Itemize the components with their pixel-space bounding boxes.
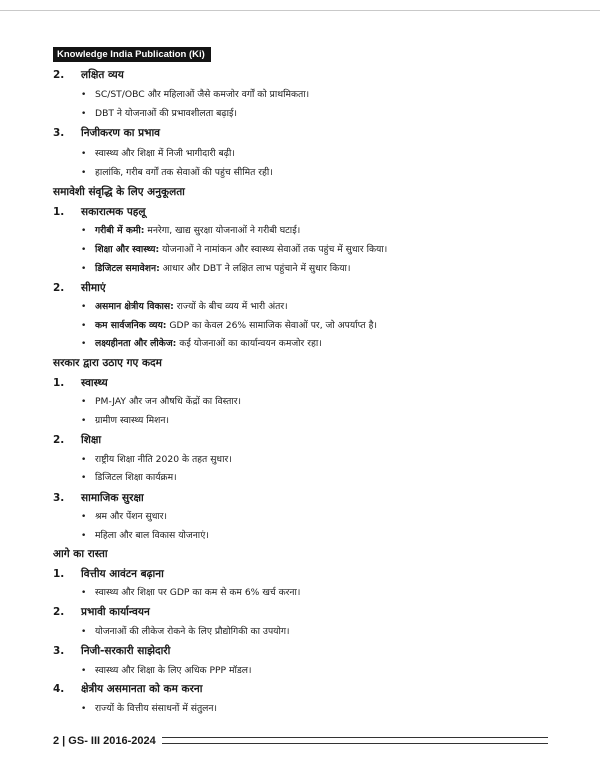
bullet-item: • शिक्षा और स्वास्थ्य: योजनाओं ने नामांकन और स्वास्थ्य सेवाओं तक पहुंच में सुधार किया। — [81, 244, 388, 255]
top-rule — [0, 10, 600, 11]
numbered-heading: 3. निजी-सरकारी साझेदारी — [53, 645, 171, 657]
bullet-item: • स्वास्थ्य और शिक्षा में निजी भागीदारी बढ़ी। — [81, 148, 235, 159]
section-heading: आगे का रास्ता — [53, 548, 108, 560]
numbered-heading: 2. शिक्षा — [53, 434, 102, 446]
bullet-item: • महिला और बाल विकास योजनाएं। — [81, 530, 209, 541]
numbered-heading: 4. क्षेत्रीय असमानता को कम करना — [53, 683, 203, 695]
numbered-heading: 2. लक्षित व्यय — [53, 69, 124, 81]
numbered-heading: 2. प्रभावी कार्यान्वयन — [53, 606, 150, 618]
bullet-item: • PM-JAY और जन औषधि केंद्रों का विस्तार। — [81, 396, 242, 407]
bullet-item: • लक्ष्यहीनता और लीकेज: कई योजनाओं का कार्यान्वयन कमजोर रहा। — [81, 338, 322, 349]
publication-badge: Knowledge India Publication (Ki) — [53, 47, 211, 62]
bullet-item: • राष्ट्रीय शिक्षा नीति 2020 के तहत सुधार। — [81, 454, 232, 465]
section-heading: समावेशी संवृद्धि के लिए अनुकूलता — [53, 186, 185, 198]
footer-rule — [162, 737, 548, 744]
bullet-item: • SC/ST/OBC और महिलाओं जैसे कमजोर वर्गों को प्राथमिकता। — [81, 89, 310, 100]
numbered-heading: 1. वित्तीय आवंटन बढ़ाना — [53, 568, 164, 580]
section-heading: सरकार द्वारा उठाए गए कदम — [53, 357, 162, 369]
bullet-item: • हालांकि, गरीब वर्गों तक सेवाओं की पहुंच सीमित रही। — [81, 167, 273, 178]
bullet-item: • स्वास्थ्य और शिक्षा पर GDP का कम से कम 6% खर्च करना। — [81, 587, 301, 598]
numbered-heading: 1. सकारात्मक पहलू — [53, 206, 146, 218]
bullet-item: • राज्यों के वित्तीय संसाधनों में संतुलन। — [81, 703, 217, 714]
bullet-item: • ग्रामीण स्वास्थ्य मिशन। — [81, 415, 169, 426]
bullet-item: • डिजिटल समावेशन: आधार और DBT ने लक्षित लाभ पहुंचाने में सुधार किया। — [81, 263, 351, 274]
numbered-heading: 2. सीमाएं — [53, 282, 106, 294]
bullet-item: • असमान क्षेत्रीय विकास: राज्यों के बीच व्यय में भारी अंतर। — [81, 301, 288, 312]
bullet-item: • श्रम और पेंशन सुधार। — [81, 511, 167, 522]
numbered-heading: 3. निजीकरण का प्रभाव — [53, 127, 161, 139]
page-footer: 2 | GS- III 2016-2024 — [53, 735, 156, 747]
bullet-item: • कम सार्वजनिक व्यय: GDP का केवल 26% सामाजिक सेवाओं पर, जो अपर्याप्त है। — [81, 320, 377, 331]
bullet-item: • स्वास्थ्य और शिक्षा के लिए अधिक PPP मॉडल। — [81, 665, 252, 676]
numbered-heading: 3. सामाजिक सुरक्षा — [53, 492, 144, 504]
bullet-item: • योजनाओं की लीकेज रोकने के लिए प्रौद्योगिकी का उपयोग। — [81, 626, 290, 637]
bullet-item: • DBT ने योजनाओं की प्रभावशीलता बढ़ाई। — [81, 108, 237, 119]
bullet-item: • डिजिटल शिक्षा कार्यक्रम। — [81, 472, 177, 483]
bullet-item: • गरीबी में कमी: मनरेगा, खाद्य सुरक्षा योजनाओं ने गरीबी घटाई। — [81, 225, 301, 236]
numbered-heading: 1. स्वास्थ्य — [53, 377, 108, 389]
